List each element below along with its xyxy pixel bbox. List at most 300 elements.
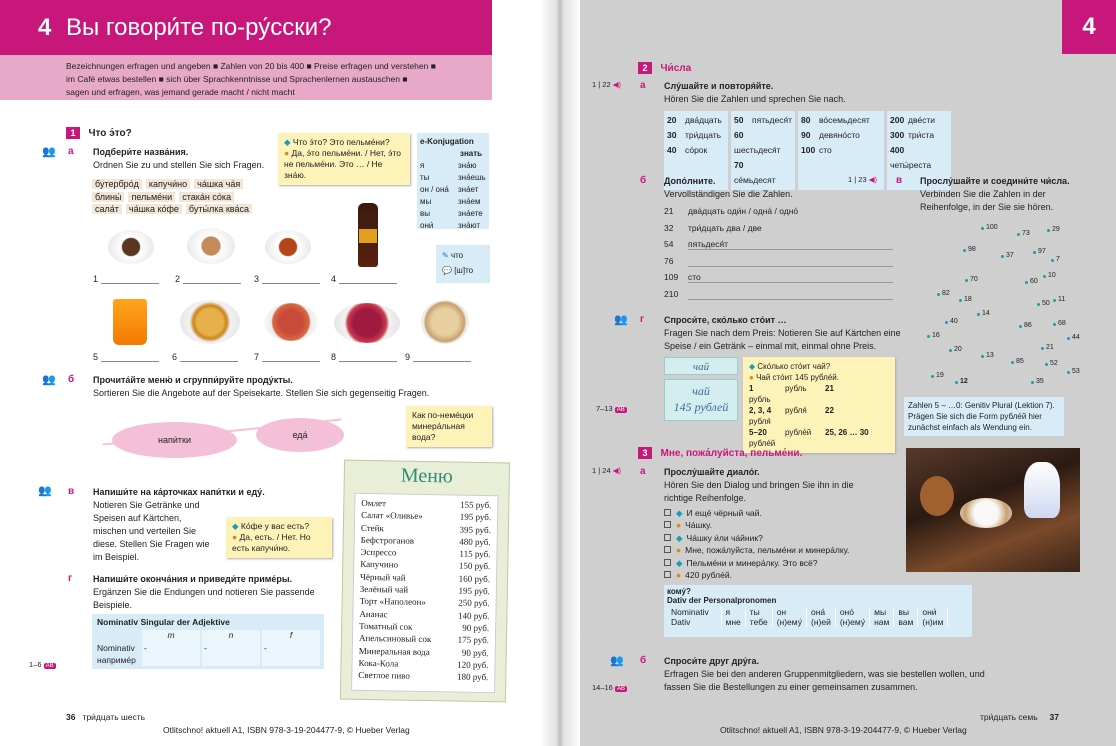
ruble-cell: рубль — [785, 384, 807, 393]
audio-track: 1 | 23 ◀) — [848, 175, 877, 184]
menu-item-price: 250 руб. — [458, 597, 490, 609]
goal: Preise erfragen und verstehen — [314, 61, 429, 71]
number-word: се́мьдесят — [734, 175, 776, 185]
glass-of-juice-image — [113, 299, 147, 345]
dot-number[interactable]: 35 — [1036, 378, 1044, 385]
menu-item-price: 155 руб. — [459, 499, 492, 511]
nominative-row — [667, 607, 948, 617]
word-chip: бутербро́д — [92, 179, 142, 189]
word-bank — [90, 178, 254, 216]
section-1-heading — [66, 127, 132, 139]
exercise-letter: г — [640, 314, 645, 325]
fill-in-list — [664, 206, 894, 305]
section-title: Что э́то? — [88, 128, 132, 139]
dot-number[interactable]: 97 — [1038, 248, 1046, 255]
menu-list — [351, 493, 498, 693]
conjugation-title: e-Konjugation — [420, 137, 474, 146]
exercise-title: Допо́лните. — [664, 176, 716, 186]
row-label: наприме́р — [97, 655, 136, 665]
left-page — [0, 0, 554, 746]
checkbox[interactable] — [664, 534, 671, 541]
fill-number: 76 — [664, 255, 674, 266]
goal: Bezeichnungen erfragen und angeben — [66, 61, 211, 71]
exercise-2d — [664, 314, 908, 353]
word-chip: блины́ — [92, 192, 124, 202]
speech-bubble-icon: 💬 — [442, 266, 452, 275]
dot-number[interactable]: 19 — [936, 372, 944, 379]
exercise-title: Прочита́йте меню́ и сгрупп — [93, 375, 214, 385]
menu-item-name: Чёрный чай — [359, 571, 406, 583]
pelmeni-image — [421, 300, 469, 344]
dialog-line — [664, 544, 849, 556]
page-number: 36 — [66, 712, 76, 722]
number-row — [734, 113, 792, 128]
table-col-n: n - — [202, 630, 260, 666]
menu-item-price: 90 руб. — [461, 647, 489, 658]
conj-row: он / она́ зна́ет — [420, 185, 479, 194]
number-digit: 300 — [890, 130, 905, 140]
group-work-icon: 👥 — [610, 655, 624, 667]
menu-item-name: Торт «Наполеон» — [359, 596, 426, 608]
word-chip: капучи́но — [146, 179, 190, 189]
dot-number[interactable]: 100 — [986, 224, 998, 231]
pronoun-cell: вам — [894, 617, 918, 627]
picture-number: 3 — [254, 274, 260, 284]
ruble-row — [749, 405, 889, 427]
dot-number[interactable]: 86 — [1024, 322, 1032, 329]
dot-number[interactable]: 40 — [950, 318, 958, 325]
dialog-text: Ча́шку и́ли ча́йник? — [686, 532, 763, 543]
circle-icon: ● — [676, 545, 682, 556]
menu-item-price: 175 руб. — [457, 634, 490, 646]
fill-row — [664, 206, 894, 223]
number-digit: 60 — [734, 130, 744, 140]
ruble-cell: рубле́й — [785, 428, 812, 437]
table-title: Dativ der Personalpronomen — [667, 596, 777, 605]
picture-number: 8 — [331, 352, 337, 362]
pronoun-cell: тебе — [745, 617, 772, 627]
dot-number[interactable]: 53 — [1072, 368, 1080, 375]
menu-item-price: 120 руб. — [457, 659, 489, 670]
audio-badge-icon: AB — [616, 407, 625, 413]
menu-item-name: Минеральная вода — [358, 645, 430, 657]
menu-item-price: 395 руб. — [459, 524, 491, 535]
cappuccino-image — [187, 228, 235, 264]
fill-number: 32 — [664, 222, 674, 233]
dot-number[interactable]: 52 — [1050, 360, 1058, 367]
number-word: четы́реста — [890, 160, 932, 170]
ruble-cell: рубле́й — [749, 439, 776, 448]
number-row — [890, 113, 948, 128]
menu-item-name: Капучино — [360, 559, 399, 571]
pronoun-cell: она́ — [806, 607, 835, 617]
pronoun-cell: Dativ — [667, 617, 721, 627]
fill-answer[interactable] — [688, 256, 893, 267]
dot-number[interactable]: 14 — [982, 310, 990, 317]
pronoun-cell: вы — [894, 607, 918, 617]
fill-number: 109 — [664, 272, 679, 282]
number-row — [667, 113, 725, 128]
picture-number: 6 — [172, 352, 178, 362]
exercise-1d — [93, 573, 333, 612]
checkbox[interactable] — [664, 509, 671, 516]
menu-item — [358, 669, 488, 684]
number-digit: 90 — [801, 130, 811, 140]
fill-number: 54 — [664, 239, 674, 249]
fill-number: 21 — [664, 206, 674, 216]
table-question: кому́? — [667, 587, 691, 596]
number-word: шестьдеся́т — [734, 145, 781, 155]
pronoun-table — [667, 607, 948, 627]
page-footer — [980, 712, 1059, 722]
dot-number[interactable]: 16 — [932, 332, 940, 339]
dot-number[interactable]: 98 — [968, 246, 976, 253]
table-col-m: m - — [142, 630, 200, 666]
menu-item-name: Стейк — [360, 522, 385, 533]
picture-number: 7 — [254, 352, 260, 362]
number-word: три́дцать — [685, 130, 722, 140]
fill-row — [664, 256, 894, 273]
pair-work-icon: 👥 — [42, 374, 56, 386]
exercise-title: Спроси́те друг дру́га. — [664, 656, 759, 666]
circle-icon: ● — [676, 570, 682, 581]
exercise-letter: a — [640, 466, 646, 477]
conj-row: они́ зна́ют — [420, 221, 481, 230]
menu-item-price: 90 руб. — [462, 622, 490, 634]
number-row — [890, 143, 948, 173]
note-question: Что э́то? Это пельме́ни? — [292, 137, 390, 147]
word-chip: ча́шка ко́фе — [126, 204, 182, 214]
dialog-text: Пельме́ни и минера́лку. Это всё? — [686, 557, 818, 568]
table-col-f: f - — [262, 630, 320, 666]
note-question: Ко́фе у вас есть? — [240, 521, 310, 531]
track-reference: 1–6 AB — [29, 660, 54, 669]
pronunciation-box — [436, 245, 490, 283]
number-digit: 40 — [667, 145, 677, 155]
menu-card — [340, 460, 510, 703]
note-answer: Да, э́то пельме́ни. / Нет, э́то не пельме́ни. Это … / Не зна́ю. — [284, 148, 401, 180]
picture-number: 1 — [93, 274, 99, 284]
exercise-letter: б — [68, 374, 75, 385]
menu-item-name: Томатный сок — [359, 620, 413, 632]
exercise-instruction: Verbinden Sie die Zahlen in der Reihenfolge, in der Sie sie hören. — [920, 189, 1054, 212]
section-number: 2 — [638, 62, 652, 74]
number-word: девяно́сто — [819, 130, 860, 140]
number-digit: 400 — [890, 145, 905, 155]
exercise-letter: в — [68, 486, 75, 497]
pronoun-cell: (н)ей — [806, 617, 835, 627]
exercise-instruction: Hören Sie den Dialog und bringen Sie ihn in die richtige Reihenfolge. — [664, 480, 854, 503]
audio-badge-icon: AB — [45, 663, 54, 669]
page-number: 37 — [1049, 712, 1059, 722]
number-row — [801, 143, 881, 158]
exercise-title: Прослу́шайте диало́г. — [664, 467, 760, 477]
conjugation-verb: знать — [460, 149, 483, 158]
ruble-cell: рубля́ — [785, 406, 807, 415]
exercise-instruction: Ordnen Sie zu und stellen Sie sich Fragen. — [93, 160, 265, 170]
number-row — [667, 128, 725, 143]
checkbox[interactable] — [664, 521, 671, 528]
checkbox[interactable] — [664, 559, 671, 566]
section-title: Мне, пожа́луйста, пельме́ни. — [660, 448, 803, 459]
word-chip: стака́н со́ка — [179, 192, 234, 202]
conj-row: ты зна́ешь — [420, 173, 486, 182]
pronoun-cell: Nominativ — [667, 607, 721, 617]
dot-number[interactable]: 12 — [960, 378, 968, 385]
track-reference: 14–16 AB — [592, 683, 625, 692]
speech-note: ◆ Ко́фе у вас есть? ● Да, есть. / Нет. Но есть капучи́но. — [226, 517, 332, 558]
fill-answer[interactable]: два́дцать оди́н / одна́ / одно́ — [688, 206, 799, 216]
exercise-2a — [664, 80, 924, 106]
menu-item-price: 160 руб. — [458, 573, 491, 584]
section-number: 3 — [638, 447, 652, 459]
group-work-icon: 👥 — [38, 485, 52, 497]
conj-row: мы зна́ем — [420, 197, 481, 206]
goal: sich über Sprachkenntnisse und Sprachenlernen austauschen — [166, 74, 401, 84]
pronoun-cell: (н)ему́ — [835, 617, 869, 627]
diamond-icon: ◆ — [676, 557, 683, 568]
question-note: Как по-неме́цки минера́льная вода? — [406, 406, 492, 447]
ruble-cell: 25, 26 … 30 — [825, 428, 869, 437]
number-row — [890, 128, 948, 143]
conj-row: я зна́ю — [420, 161, 477, 170]
track-reference: 7–13 AB — [596, 404, 625, 413]
exercise-letter: a — [68, 146, 74, 157]
cup-of-coffee-image — [108, 230, 154, 264]
goal: im Café etwas bestellen — [66, 74, 157, 84]
ruble-cell: 22 — [825, 406, 834, 415]
pronoun-cell: они́ — [918, 607, 948, 617]
price-note: ◆ Ско́лько сто́ит чай? ● Чай сто́ит 145 рубле́й. 1 рубль 21рубль 2, 3, 4 рубля́ 22рубля́ 5–20 рубле́й 25, 26 … 30рубле́й — [743, 357, 895, 453]
dot-number[interactable]: 50 — [1042, 300, 1050, 307]
exercise-instruction: Erfragen Sie bei den anderen Gruppenmitgliedern, was sie bestellen wollen, und fassen Sie die Bestellungen zu einer gemeinsamen zusammen. — [664, 669, 985, 692]
speaker-icon: ◀) — [612, 466, 621, 475]
number-digit: 200 — [890, 115, 905, 125]
dative-table — [664, 585, 972, 637]
dot-number[interactable]: 68 — [1058, 320, 1066, 327]
pronoun-cell: оно́ — [835, 607, 869, 617]
price-card-blank: чай — [664, 357, 738, 375]
fill-answer[interactable] — [688, 289, 893, 300]
chapter-title: Вы говори́те по-ру́сски? — [66, 14, 332, 41]
tea-set-photo — [906, 448, 1080, 572]
menu-item-price: 180 руб. — [456, 671, 489, 683]
spelling: что — [450, 251, 464, 260]
cup-of-tea-image — [265, 230, 311, 264]
menu-item-name: Омлет — [361, 497, 387, 509]
menu-item-price: 115 руб. — [459, 548, 491, 560]
pronoun-cell: мне — [721, 617, 745, 627]
goal: sagen und erfragen, was jemand gerade macht / nicht macht — [66, 87, 295, 97]
number-digit: 50 — [734, 115, 744, 125]
fill-number: 210 — [664, 288, 679, 299]
word-chip: буты́лка ква́са — [186, 204, 252, 214]
menu-item-price: 195 руб. — [458, 585, 490, 597]
exercise-instruction: Vervollständigen Sie die Zahlen. — [664, 189, 793, 199]
number-word: два́дцать — [685, 115, 722, 125]
dot-number[interactable]: 85 — [1016, 358, 1024, 365]
dialog-text: 420 рубле́й. — [685, 570, 732, 581]
conjugation-table — [417, 133, 489, 229]
blini-image — [180, 300, 240, 344]
dialog-line — [664, 519, 849, 531]
exercise-instruction: Sortieren Sie die Angebote auf der Speisekarte. Stellen Sie sich gegenseitig Fragen. — [93, 388, 430, 398]
diamond-icon: ◆ — [676, 508, 683, 518]
number-row — [667, 143, 725, 158]
dot-number[interactable]: 20 — [954, 346, 962, 353]
ruble-row — [749, 427, 889, 449]
fill-row — [664, 272, 894, 289]
pair-work-icon: 👥 — [614, 314, 628, 326]
number-digit: 100 — [801, 145, 816, 155]
exercise-3b — [664, 655, 994, 694]
exercise-instruction: Fragen Sie nach dem Preis: Notieren Sie auf Kärtchen eine Speise / ein Getränk – einmal mit, einmal ohne Preis. — [664, 328, 901, 351]
menu-item-price: 195 руб. — [459, 511, 492, 523]
connect-the-dots — [920, 220, 1080, 390]
circle-icon: ● — [676, 520, 682, 531]
dative-row — [667, 617, 948, 627]
menu-item-name: Апельсиновый сок — [358, 633, 432, 645]
checkbox[interactable] — [664, 546, 671, 553]
exercise-1b — [93, 374, 453, 400]
dot-number[interactable]: 73 — [1022, 230, 1030, 237]
ruble-row — [749, 383, 889, 405]
number-row — [801, 113, 881, 128]
goal: Zahlen von 20 bis 400 — [220, 61, 305, 71]
adjective-table — [92, 614, 324, 669]
number-row — [801, 128, 881, 143]
menu-item-price: 140 руб. — [457, 610, 490, 621]
salad-image — [334, 303, 400, 343]
menu-item-name: Салат «Оливье» — [361, 510, 423, 522]
section-title: Чи́сла — [660, 63, 692, 74]
note-question: Ско́лько сто́ит чай? — [757, 362, 831, 371]
exercise-letter: a — [640, 80, 646, 91]
number-word: во́семьдесят — [819, 115, 870, 125]
dot-number[interactable]: 37 — [1006, 252, 1014, 259]
fill-row — [664, 223, 894, 240]
dialog-line — [664, 532, 849, 544]
pronoun-cell: он — [772, 607, 806, 617]
menu-item-price: 150 руб. — [458, 561, 491, 572]
dot-number[interactable]: 7 — [1056, 256, 1060, 263]
word-chip: пельме́ни — [128, 192, 175, 202]
bottle-of-kvass-image — [358, 203, 378, 267]
exercise-letter: в — [896, 175, 903, 186]
number-word: со́рок — [685, 145, 708, 155]
dialog-text: Ча́шку. — [685, 520, 712, 531]
fill-answer[interactable]: сто — [688, 272, 893, 283]
price-card-filled: чай 145 рублей — [664, 379, 738, 421]
dot-number[interactable]: 21 — [1046, 344, 1054, 351]
dot-number[interactable]: 29 — [1052, 226, 1060, 233]
ruble-cell: 2, 3, 4 — [749, 406, 772, 415]
ruble-cell: рубль — [749, 395, 771, 404]
pair-work-icon: 👥 — [42, 146, 56, 158]
page-footer — [66, 712, 145, 722]
diamond-icon: ◆ — [676, 532, 683, 543]
fill-answer[interactable]: пятьдеся́т — [688, 239, 893, 250]
sandwich-image — [264, 303, 318, 341]
exercise-letter: г — [68, 573, 73, 584]
number-digit: 20 — [667, 115, 677, 125]
chapter-tab: 4 — [1062, 0, 1116, 54]
pronoun-cell: мы — [870, 607, 894, 617]
row-label: Nominativ — [97, 643, 135, 653]
dot-number[interactable]: 18 — [964, 296, 972, 303]
audio-track: 1 | 22 ◀) — [592, 80, 621, 89]
chapter-goals: Bezeichnungen erfragen und angeben ■ Zahlen von 20 bis 400 ■ Preise erfragen und verstehen ■ im Café etwas bestellen ■ sich über Sprachkenntnisse und Sprachenlernen austauschen ■ sagen und erfragen, was jemand gerade macht / nicht macht — [0, 55, 492, 100]
number-digit: 30 — [667, 130, 677, 140]
section-2-heading — [638, 62, 691, 74]
fill-answer[interactable]: три́дцать два / две — [688, 222, 762, 233]
table-title: Nominativ Singular der Adjektive — [97, 617, 230, 627]
page-word: три́дцать шесть — [82, 712, 146, 722]
exercise-title: и́руйте проду́кты. — [213, 375, 293, 385]
checkbox[interactable] — [664, 571, 671, 578]
pronoun-cell: (н)ему́ — [772, 617, 806, 627]
exercise-2c — [920, 175, 1070, 214]
word-chip: ча́шка ча́я — [194, 179, 243, 189]
note-answer: Чай сто́ит 145 рубле́й. — [756, 373, 839, 382]
dot-number[interactable]: 60 — [1030, 278, 1038, 285]
dialog-line — [664, 569, 849, 581]
menu-item-name: Бефстроганов — [360, 534, 415, 546]
picture-number: 9 — [405, 352, 411, 362]
dialog-text: Мне, пожа́луйста, пельме́ни и минера́лку. — [685, 545, 850, 556]
grammar-box: Zahlen 5 – …0: Genitiv Plural (Lektion 7). Prägen Sie sich die Form рубле́й hier zunächst einfach als Wendung ein. — [904, 397, 1064, 436]
dot-number[interactable]: 10 — [1048, 272, 1056, 279]
number-digit: 70 — [734, 160, 744, 170]
menu-item-name: Кока-Кола — [358, 657, 399, 669]
menu-item-name: Светлое пиво — [358, 670, 411, 681]
conj-row: вы зна́ете — [420, 209, 483, 218]
exercise-title: Слу́шайте и повторя́йте. — [664, 81, 774, 91]
dot-number[interactable]: 13 — [986, 352, 994, 359]
chapter-number: 4 — [38, 14, 52, 41]
exercise-title: Спроси́те, ско́лько сто́ит … — [664, 315, 787, 325]
category-food: еда́ — [256, 418, 344, 452]
exercise-title: Подбери́те назва́ния. — [93, 147, 189, 157]
audio-badge-icon: AB — [616, 686, 625, 692]
menu-item-name: Зелёный чай — [359, 583, 409, 595]
picture-number: 2 — [175, 274, 181, 284]
exercise-letter: б — [640, 175, 647, 186]
dialog-list — [664, 507, 849, 581]
dot-number[interactable]: 44 — [1072, 334, 1080, 341]
exercise-title: Прослу́шайте и соедини́те чи́сла. — [920, 176, 1070, 186]
ruble-forms — [749, 383, 889, 449]
pronoun-cell: нам — [870, 617, 894, 627]
menu-title: Меню — [400, 464, 454, 488]
number-word: две́сти — [908, 115, 935, 125]
pencil-icon: ✎ — [442, 251, 449, 260]
picture-number: 5 — [93, 352, 99, 362]
dot-number[interactable]: 82 — [942, 290, 950, 297]
section-number: 1 — [66, 127, 80, 139]
number-row — [734, 128, 792, 158]
exercise-title: Напиши́те на ка́рточках напи́тки и еду́. — [93, 487, 265, 497]
dialog-line — [664, 557, 849, 569]
pronoun-cell: (н)им — [918, 617, 948, 627]
dot-number[interactable]: 11 — [1058, 296, 1066, 303]
menu-item-name: Эспрессо — [360, 547, 397, 558]
number-digit: 80 — [801, 115, 811, 125]
dot-number[interactable]: 70 — [970, 276, 978, 283]
picture-number: 4 — [331, 274, 337, 284]
pronoun-cell: я — [721, 607, 745, 617]
pronoun-cell: ты — [745, 607, 772, 617]
